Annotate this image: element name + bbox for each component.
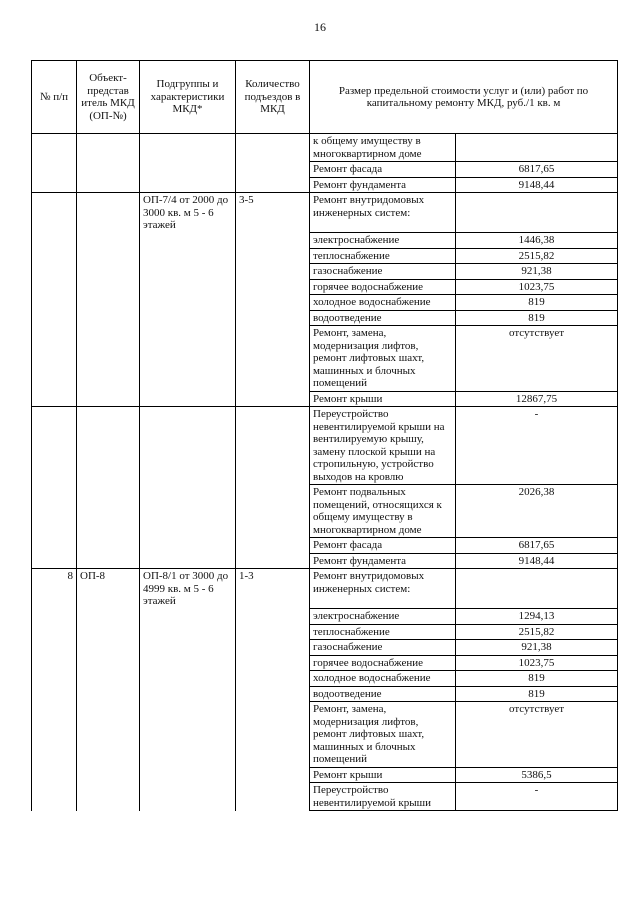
entrances-count	[236, 295, 310, 311]
table-row	[32, 609, 618, 625]
subgroup-characteristics	[140, 391, 236, 407]
subgroup-characteristics	[140, 538, 236, 554]
work-type: холодное водоснабжение	[310, 295, 456, 311]
cost-value	[456, 193, 618, 233]
object-representative	[77, 326, 140, 392]
entrances-count	[236, 609, 310, 625]
table-row	[32, 538, 618, 554]
row-number	[32, 702, 77, 768]
entrances-count	[236, 767, 310, 783]
object-representative	[77, 193, 140, 233]
subgroup-characteristics	[140, 686, 236, 702]
cost-value: 1023,75	[456, 655, 618, 671]
subgroup-characteristics: ОП-8/1 от 3000 до 4999 кв. м 5 - 6 этажей	[140, 569, 236, 609]
object-representative	[77, 783, 140, 811]
subgroup-characteristics	[140, 609, 236, 625]
table-row	[32, 640, 618, 656]
header-row	[32, 61, 618, 134]
entrances-count	[236, 624, 310, 640]
subgroup-characteristics	[140, 279, 236, 295]
table-row	[32, 248, 618, 264]
object-representative	[77, 702, 140, 768]
table-row	[32, 553, 618, 569]
row-number	[32, 553, 77, 569]
object-representative	[77, 655, 140, 671]
object-representative	[77, 391, 140, 407]
subgroup-characteristics	[140, 310, 236, 326]
work-type: Ремонт подвальных помещений, относящихся к общему имуществу в многоквартирном доме	[310, 485, 456, 538]
row-number	[32, 248, 77, 264]
work-type: Ремонт крыши	[310, 391, 456, 407]
cost-value: 6817,65	[456, 162, 618, 178]
work-type: Ремонт, замена, модернизация лифтов, ремонт лифтовых шахт, машинных и блочных помещений	[310, 326, 456, 392]
object-representative	[77, 295, 140, 311]
cost-value: отсутствует	[456, 702, 618, 768]
subgroup-characteristics	[140, 767, 236, 783]
object-representative: ОП-8	[77, 569, 140, 609]
header-entrances: Количество подъездов в МКД	[236, 61, 310, 134]
cost-value: 819	[456, 310, 618, 326]
object-representative	[77, 624, 140, 640]
row-number: 8	[32, 569, 77, 609]
entrances-count: 3-5	[236, 193, 310, 233]
entrances-count	[236, 134, 310, 162]
row-number	[32, 233, 77, 249]
table-row	[32, 767, 618, 783]
work-type: электроснабжение	[310, 233, 456, 249]
header-cost: Размер предельной стоимости услуг и (или) работ по капитальному ремонту МКД, руб./1 кв. м	[310, 61, 618, 134]
row-number	[32, 264, 77, 280]
header-num: № п/п	[32, 61, 77, 134]
header-object: Объект-представ итель МКД (ОП-№)	[77, 61, 140, 134]
row-number	[32, 134, 77, 162]
object-representative	[77, 162, 140, 178]
work-type: Переустройство невентилируемой крыши на вентилируемую крышу, замену плоской крыши на стропильную, устройство выходов на кровлю	[310, 407, 456, 485]
work-type: водоотведение	[310, 310, 456, 326]
entrances-count	[236, 485, 310, 538]
entrances-count	[236, 248, 310, 264]
cost-value: 921,38	[456, 264, 618, 280]
subgroup-characteristics	[140, 407, 236, 485]
table-row	[32, 264, 618, 280]
subgroup-characteristics	[140, 671, 236, 687]
cost-value: 1294,13	[456, 609, 618, 625]
subgroup-characteristics	[140, 553, 236, 569]
entrances-count	[236, 264, 310, 280]
table-row	[32, 624, 618, 640]
cost-value: 2026,38	[456, 485, 618, 538]
subgroup-characteristics	[140, 326, 236, 392]
entrances-count	[236, 702, 310, 768]
table-row	[32, 702, 618, 768]
cost-value: 1446,38	[456, 233, 618, 249]
row-number	[32, 177, 77, 193]
object-representative	[77, 767, 140, 783]
table-row	[32, 655, 618, 671]
work-type: Ремонт внутридомовых инженерных систем:	[310, 569, 456, 609]
object-representative	[77, 640, 140, 656]
table-row	[32, 177, 618, 193]
work-type: холодное водоснабжение	[310, 671, 456, 687]
work-type: горячее водоснабжение	[310, 655, 456, 671]
subgroup-characteristics	[140, 177, 236, 193]
subgroup-characteristics	[140, 134, 236, 162]
object-representative	[77, 264, 140, 280]
cost-value: 9148,44	[456, 177, 618, 193]
entrances-count	[236, 233, 310, 249]
cost-value: 819	[456, 671, 618, 687]
table-row	[32, 783, 618, 811]
row-number	[32, 162, 77, 178]
table-row	[32, 193, 618, 233]
subgroup-characteristics	[140, 233, 236, 249]
work-type: Ремонт фундамента	[310, 553, 456, 569]
subgroup-characteristics	[140, 702, 236, 768]
row-number	[32, 391, 77, 407]
cost-value: 12867,75	[456, 391, 618, 407]
table-row	[32, 310, 618, 326]
cost-value	[456, 569, 618, 609]
table-row	[32, 279, 618, 295]
entrances-count	[236, 671, 310, 687]
work-type: теплоснабжение	[310, 248, 456, 264]
table-row	[32, 407, 618, 485]
entrances-count	[236, 553, 310, 569]
entrances-count	[236, 640, 310, 656]
object-representative	[77, 485, 140, 538]
entrances-count	[236, 162, 310, 178]
cost-value: 921,38	[456, 640, 618, 656]
object-representative	[77, 310, 140, 326]
table-row	[32, 295, 618, 311]
row-number	[32, 655, 77, 671]
subgroup-characteristics	[140, 485, 236, 538]
cost-value: 819	[456, 295, 618, 311]
table-row	[32, 326, 618, 392]
object-representative	[77, 609, 140, 625]
cost-value: 1023,75	[456, 279, 618, 295]
subgroup-characteristics	[140, 783, 236, 811]
table-row	[32, 134, 618, 162]
work-type: Переустройство невентилируемой крыши	[310, 783, 456, 811]
cost-value: 6817,65	[456, 538, 618, 554]
entrances-count	[236, 177, 310, 193]
subgroup-characteristics	[140, 264, 236, 280]
cost-value: отсутствует	[456, 326, 618, 392]
row-number	[32, 193, 77, 233]
cost-value: -	[456, 783, 618, 811]
header-subgroups: Подгруппы и характеристики МКД*	[140, 61, 236, 134]
work-type: водоотведение	[310, 686, 456, 702]
entrances-count	[236, 310, 310, 326]
row-number	[32, 407, 77, 485]
row-number	[32, 279, 77, 295]
table-row	[32, 671, 618, 687]
work-type: Ремонт фасада	[310, 162, 456, 178]
row-number	[32, 783, 77, 811]
object-representative	[77, 538, 140, 554]
row-number	[32, 767, 77, 783]
object-representative	[77, 686, 140, 702]
table-row	[32, 233, 618, 249]
object-representative	[77, 407, 140, 485]
object-representative	[77, 553, 140, 569]
work-type: газоснабжение	[310, 264, 456, 280]
object-representative	[77, 177, 140, 193]
work-type: электроснабжение	[310, 609, 456, 625]
work-type: Ремонт внутридомовых инженерных систем:	[310, 193, 456, 233]
row-number	[32, 671, 77, 687]
cost-value: -	[456, 407, 618, 485]
entrances-count	[236, 391, 310, 407]
cost-value: 9148,44	[456, 553, 618, 569]
object-representative	[77, 671, 140, 687]
subgroup-characteristics	[140, 624, 236, 640]
entrances-count	[236, 279, 310, 295]
table-row	[32, 569, 618, 609]
table-row	[32, 391, 618, 407]
cost-value: 819	[456, 686, 618, 702]
subgroup-characteristics	[140, 162, 236, 178]
row-number	[32, 326, 77, 392]
work-type: горячее водоснабжение	[310, 279, 456, 295]
work-type: газоснабжение	[310, 640, 456, 656]
subgroup-characteristics	[140, 655, 236, 671]
subgroup-characteristics	[140, 295, 236, 311]
object-representative	[77, 248, 140, 264]
work-type: к общему имуществу в многоквартирном доме	[310, 134, 456, 162]
work-type: теплоснабжение	[310, 624, 456, 640]
table-row	[32, 686, 618, 702]
page-number: 16	[314, 20, 326, 34]
work-type: Ремонт фундамента	[310, 177, 456, 193]
row-number	[32, 686, 77, 702]
cost-table	[31, 60, 618, 811]
work-type: Ремонт крыши	[310, 767, 456, 783]
subgroup-characteristics	[140, 248, 236, 264]
object-representative	[77, 233, 140, 249]
cost-value	[456, 134, 618, 162]
entrances-count	[236, 407, 310, 485]
object-representative	[77, 279, 140, 295]
table-row	[32, 485, 618, 538]
entrances-count	[236, 326, 310, 392]
cost-value: 2515,82	[456, 248, 618, 264]
cost-value: 5386,5	[456, 767, 618, 783]
object-representative	[77, 134, 140, 162]
row-number	[32, 538, 77, 554]
work-type: Ремонт фасада	[310, 538, 456, 554]
work-type: Ремонт, замена, модернизация лифтов, ремонт лифтовых шахт, машинных и блочных помещений	[310, 702, 456, 768]
entrances-count	[236, 655, 310, 671]
row-number	[32, 295, 77, 311]
subgroup-characteristics	[140, 640, 236, 656]
entrances-count: 1-3	[236, 569, 310, 609]
row-number	[32, 310, 77, 326]
subgroup-characteristics: ОП-7/4 от 2000 до 3000 кв. м 5 - 6 этажей	[140, 193, 236, 233]
row-number	[32, 640, 77, 656]
entrances-count	[236, 783, 310, 811]
row-number	[32, 609, 77, 625]
entrances-count	[236, 538, 310, 554]
row-number	[32, 485, 77, 538]
table-row	[32, 162, 618, 178]
entrances-count	[236, 686, 310, 702]
cost-value: 2515,82	[456, 624, 618, 640]
row-number	[32, 624, 77, 640]
